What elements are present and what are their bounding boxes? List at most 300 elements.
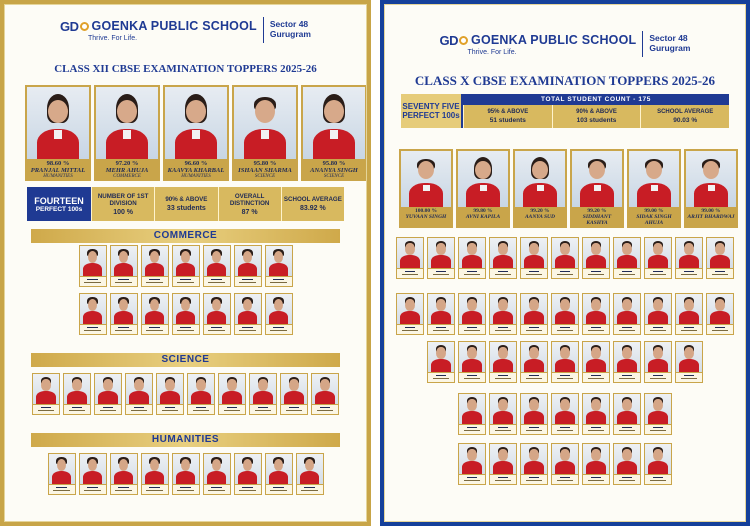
topper-name: ARJIT BHARDWAJ (687, 214, 735, 220)
student-card (110, 245, 138, 287)
topper-name: MEHR AHUJA (105, 167, 149, 174)
section-bar-humanities: HUMANITIES (31, 433, 340, 447)
student-card (706, 293, 734, 335)
student-caption (235, 277, 261, 286)
student-caption (297, 485, 323, 494)
student-face (684, 243, 693, 256)
shirt-collar (651, 185, 658, 192)
student-photo (303, 87, 365, 159)
student-face (529, 243, 538, 256)
shirt-collar (708, 185, 715, 192)
student-caption (397, 269, 423, 278)
topper-stream: HUMANITIES (43, 174, 73, 179)
student-face (134, 379, 143, 392)
sector-line: Sector 48 (649, 33, 688, 44)
student-caption (397, 325, 423, 334)
school-blazer (648, 255, 668, 269)
topper-caption (686, 207, 736, 220)
school-header (385, 31, 745, 57)
student-face (498, 449, 507, 462)
topper-percent: 95.80 % (322, 160, 346, 167)
student-photo (676, 238, 702, 268)
perfect-count-number: FOURTEEN (34, 195, 84, 206)
student-face (436, 243, 445, 256)
student-caption (281, 405, 307, 414)
student-photo (397, 294, 423, 324)
school-blazer (617, 311, 637, 325)
student-card (582, 293, 610, 335)
student-card (203, 293, 231, 335)
student-face (181, 251, 190, 264)
student-caption (459, 475, 485, 484)
student-caption (235, 485, 261, 494)
student-caption (645, 325, 671, 334)
student-card (613, 341, 641, 383)
school-blazer (145, 263, 165, 277)
student-photo (583, 394, 609, 424)
student-card (296, 453, 324, 495)
student-photo (49, 454, 75, 484)
student-caption (552, 269, 578, 278)
student-photo (686, 151, 736, 207)
student-face (72, 379, 81, 392)
topper-percent: 99.20 % (530, 208, 550, 214)
student-caption (173, 485, 199, 494)
gd-logo-mark: GD (439, 32, 459, 48)
sector-line: Sector 48 (269, 19, 309, 30)
school-tagline: Thrive. For Life. (467, 48, 517, 56)
student-photo (552, 394, 578, 424)
student-face (591, 399, 600, 412)
student-face (622, 347, 631, 360)
student-caption (676, 373, 702, 382)
school-blazer (238, 311, 258, 325)
school-blazer (431, 311, 451, 325)
student-caption (552, 475, 578, 484)
class-x-row-4 (385, 393, 745, 435)
school-blazer (493, 311, 513, 325)
student-caption (645, 475, 671, 484)
student-card (265, 245, 293, 287)
student-caption (676, 325, 702, 334)
student-photo (645, 444, 671, 474)
student-caption (521, 425, 547, 434)
class-x-row-1 (385, 237, 745, 279)
school-blazer (207, 311, 227, 325)
class-x-row-3 (385, 341, 745, 383)
student-caption (266, 277, 292, 286)
student-card (218, 373, 246, 415)
student-card (458, 443, 486, 485)
school-blazer (269, 311, 289, 325)
student-face (119, 459, 128, 472)
student-card (520, 443, 548, 485)
student-photo (614, 394, 640, 424)
school-blazer (462, 255, 482, 269)
student-face (274, 459, 283, 472)
student-caption (80, 325, 106, 334)
student-face (57, 459, 66, 472)
stat-value: 87 % (241, 208, 258, 216)
school-blazer (679, 359, 699, 373)
school-blazer (648, 461, 668, 475)
topper-name: ISHAAN SHARMA (238, 167, 292, 174)
student-caption (645, 269, 671, 278)
student-photo (165, 87, 227, 159)
student-card (489, 341, 517, 383)
student-card (644, 341, 672, 383)
student-caption (49, 485, 75, 494)
student-face (274, 299, 283, 312)
student-caption (490, 475, 516, 484)
school-blazer (524, 461, 544, 475)
school-blazer (617, 411, 637, 425)
student-photo (173, 294, 199, 324)
student-card (675, 293, 703, 335)
student-caption (428, 373, 454, 382)
shirt-collar (261, 130, 270, 139)
student-face (88, 251, 97, 264)
student-face (436, 299, 445, 312)
student-photo (111, 454, 137, 484)
student-face (529, 347, 538, 360)
school-blazer (555, 311, 575, 325)
student-photo (96, 87, 158, 159)
student-caption (142, 277, 168, 286)
logo-ring-icon (80, 22, 89, 31)
logo-ring-icon (459, 36, 468, 45)
student-caption (204, 325, 230, 334)
student-photo (459, 342, 485, 372)
student-face (498, 299, 507, 312)
school-blazer (493, 411, 513, 425)
topper-percent: 99.00 % (644, 208, 664, 214)
school-blazer (114, 311, 134, 325)
student-card (141, 245, 169, 287)
student-face (591, 299, 600, 312)
student-photo (459, 294, 485, 324)
student-caption (312, 405, 338, 414)
student-face (622, 299, 631, 312)
student-caption (142, 325, 168, 334)
topper-row (399, 149, 738, 228)
shirt-collar (537, 185, 544, 192)
student-photo (458, 151, 508, 207)
school-name: GOENKA PUBLIC SCHOOL (471, 33, 637, 47)
school-logo (440, 33, 637, 56)
student-face (498, 243, 507, 256)
school-logo (60, 19, 257, 42)
student-photo (515, 151, 565, 207)
student-photo (490, 342, 516, 372)
student-photo (126, 374, 152, 404)
school-blazer (462, 461, 482, 475)
student-caption (645, 373, 671, 382)
student-face (320, 379, 329, 392)
student-photo (204, 294, 230, 324)
student-caption (490, 425, 516, 434)
student-face (653, 399, 662, 412)
topper-name: AVNI KAPILA (465, 214, 501, 220)
student-face (653, 347, 662, 360)
student-photo (80, 246, 106, 276)
student-photo (490, 294, 516, 324)
school-blazer (586, 359, 606, 373)
student-caption (614, 325, 640, 334)
student-photo (111, 294, 137, 324)
school-blazer (191, 391, 211, 405)
school-blazer (300, 471, 320, 485)
school-tagline: Thrive. For Life. (88, 34, 138, 42)
header-divider (642, 31, 643, 57)
commerce-row-2 (5, 293, 366, 335)
student-face (591, 449, 600, 462)
student-face (305, 459, 314, 472)
student-photo (614, 294, 640, 324)
school-blazer (400, 255, 420, 269)
school-blazer (462, 359, 482, 373)
student-face (117, 100, 137, 123)
student-face (212, 251, 221, 264)
shirt-collar (123, 130, 132, 139)
student-photo (297, 454, 323, 484)
topper-percent: 99.80 % (473, 208, 493, 214)
student-card (79, 245, 107, 287)
topper-caption (572, 207, 622, 226)
student-face (324, 100, 344, 123)
student-photo (235, 294, 261, 324)
student-caption (459, 269, 485, 278)
student-face (684, 347, 693, 360)
school-blazer (493, 359, 513, 373)
student-face (498, 347, 507, 360)
student-face (529, 449, 538, 462)
topper-stream: COMMERCE (113, 174, 141, 179)
perfect-count-label: PERFECT 100s (35, 205, 83, 213)
student-card (172, 245, 200, 287)
topper-card (163, 85, 229, 181)
school-blazer (269, 471, 289, 485)
school-blazer (98, 391, 118, 405)
stat-cell (218, 187, 281, 221)
school-blazer (83, 263, 103, 277)
student-photo (614, 444, 640, 474)
student-card (520, 237, 548, 279)
student-caption (80, 277, 106, 286)
student-card (613, 393, 641, 435)
student-card (675, 341, 703, 383)
student-card (644, 237, 672, 279)
topper-percent: 97.20 % (115, 160, 139, 167)
school-blazer (238, 263, 258, 277)
student-face (684, 299, 693, 312)
school-blazer (160, 391, 180, 405)
student-face (653, 243, 662, 256)
city-line: Gurugram (649, 43, 691, 53)
student-caption (583, 425, 609, 434)
student-photo (428, 342, 454, 372)
topper-stream: HUMANITIES (181, 174, 211, 179)
student-photo (95, 374, 121, 404)
topper-stream: SCIENCE (254, 174, 276, 179)
student-card (458, 393, 486, 435)
student-card (613, 293, 641, 335)
student-face (418, 161, 434, 179)
stat-label: 95% & ABOVE (487, 109, 529, 115)
student-card (172, 453, 200, 495)
stat-label: OVERALL DISTINCTION (229, 192, 270, 207)
student-photo (583, 294, 609, 324)
perfect-count-label: PERFECT 100s (402, 111, 460, 120)
student-card (280, 373, 308, 415)
student-face (48, 100, 68, 123)
student-card (203, 453, 231, 495)
student-photo (173, 246, 199, 276)
humanities-row (5, 453, 366, 495)
student-caption (707, 325, 733, 334)
student-photo (250, 374, 276, 404)
student-card (582, 341, 610, 383)
student-face (227, 379, 236, 392)
student-face (622, 243, 631, 256)
student-caption (111, 485, 137, 494)
student-card (520, 293, 548, 335)
student-face (103, 379, 112, 392)
topper-caption (96, 159, 158, 179)
student-card (613, 443, 641, 485)
school-blazer (253, 391, 273, 405)
class-x-poster (380, 0, 750, 526)
school-blazer (524, 311, 544, 325)
student-face (212, 299, 221, 312)
stat-value: 33 students (166, 205, 206, 212)
perfect-count (401, 94, 463, 128)
student-face (258, 379, 267, 392)
stat-cell (91, 187, 154, 221)
stat-value: 83.92 % (300, 205, 326, 212)
school-blazer (648, 359, 668, 373)
student-face (646, 161, 662, 179)
student-caption (521, 269, 547, 278)
topper-caption (303, 159, 365, 179)
student-face (405, 243, 414, 256)
student-photo (401, 151, 451, 207)
student-photo (629, 151, 679, 207)
school-blazer (617, 359, 637, 373)
student-photo (645, 238, 671, 268)
student-card (489, 393, 517, 435)
student-card (79, 293, 107, 335)
student-card (582, 443, 610, 485)
student-face (560, 449, 569, 462)
student-face (715, 299, 724, 312)
student-face (591, 347, 600, 360)
topper-percent: 99.20 % (587, 208, 607, 214)
class-x-row-2 (385, 293, 745, 335)
school-blazer (462, 311, 482, 325)
topper-caption (27, 159, 89, 179)
student-caption (490, 373, 516, 382)
student-card (489, 237, 517, 279)
student-card (396, 237, 424, 279)
student-face (498, 399, 507, 412)
student-face (467, 299, 476, 312)
student-photo (281, 374, 307, 404)
school-header (5, 17, 366, 43)
school-blazer (648, 311, 668, 325)
topper-card (25, 85, 91, 181)
student-caption (266, 325, 292, 334)
student-face (589, 161, 605, 179)
topper-percent: 100.00 % (415, 208, 437, 214)
student-face (150, 459, 159, 472)
shirt-collar (594, 185, 601, 192)
student-photo (645, 394, 671, 424)
student-caption (490, 325, 516, 334)
student-photo (111, 246, 137, 276)
student-caption (95, 405, 121, 414)
stat-value: 100 % (113, 208, 134, 216)
topper-name: ANANYA SINGH (310, 167, 358, 174)
topper-caption (165, 159, 227, 179)
student-face (532, 161, 548, 179)
student-face (467, 347, 476, 360)
student-card (551, 443, 579, 485)
student-face (119, 299, 128, 312)
student-face (529, 399, 538, 412)
student-card (48, 453, 76, 495)
student-card (551, 237, 579, 279)
student-card (675, 237, 703, 279)
student-card (110, 293, 138, 335)
student-caption (428, 325, 454, 334)
shirt-collar (330, 130, 339, 139)
student-card (458, 293, 486, 335)
student-caption (33, 405, 59, 414)
topper-card (513, 149, 567, 228)
school-blazer (710, 255, 730, 269)
student-photo (80, 454, 106, 484)
topper-percent: 99.00 % (701, 208, 721, 214)
shirt-collar (192, 130, 201, 139)
student-photo (676, 294, 702, 324)
school-blazer (400, 311, 420, 325)
stat-label: 90% & ABOVE (576, 109, 617, 115)
topper-name: KAAVYA KHARBAL (167, 167, 225, 174)
stat-cells (91, 187, 344, 221)
student-photo (459, 444, 485, 474)
student-photo (490, 444, 516, 474)
student-caption (552, 325, 578, 334)
student-photo (521, 342, 547, 372)
stat-cell (154, 187, 217, 221)
stat-cell (281, 187, 344, 221)
student-photo (235, 246, 261, 276)
student-face (560, 347, 569, 360)
shirt-collar (54, 130, 63, 139)
student-face (653, 299, 662, 312)
school-blazer (648, 411, 668, 425)
student-face (150, 299, 159, 312)
student-caption (188, 405, 214, 414)
student-photo (266, 454, 292, 484)
total-student-count: TOTAL STUDENT COUNT - 175 (463, 94, 729, 105)
school-blazer (52, 471, 72, 485)
section-bar-science: SCIENCE (31, 353, 340, 367)
topper-name: PRANJAL MITTAL (30, 167, 86, 174)
student-photo (142, 454, 168, 484)
student-photo (428, 294, 454, 324)
